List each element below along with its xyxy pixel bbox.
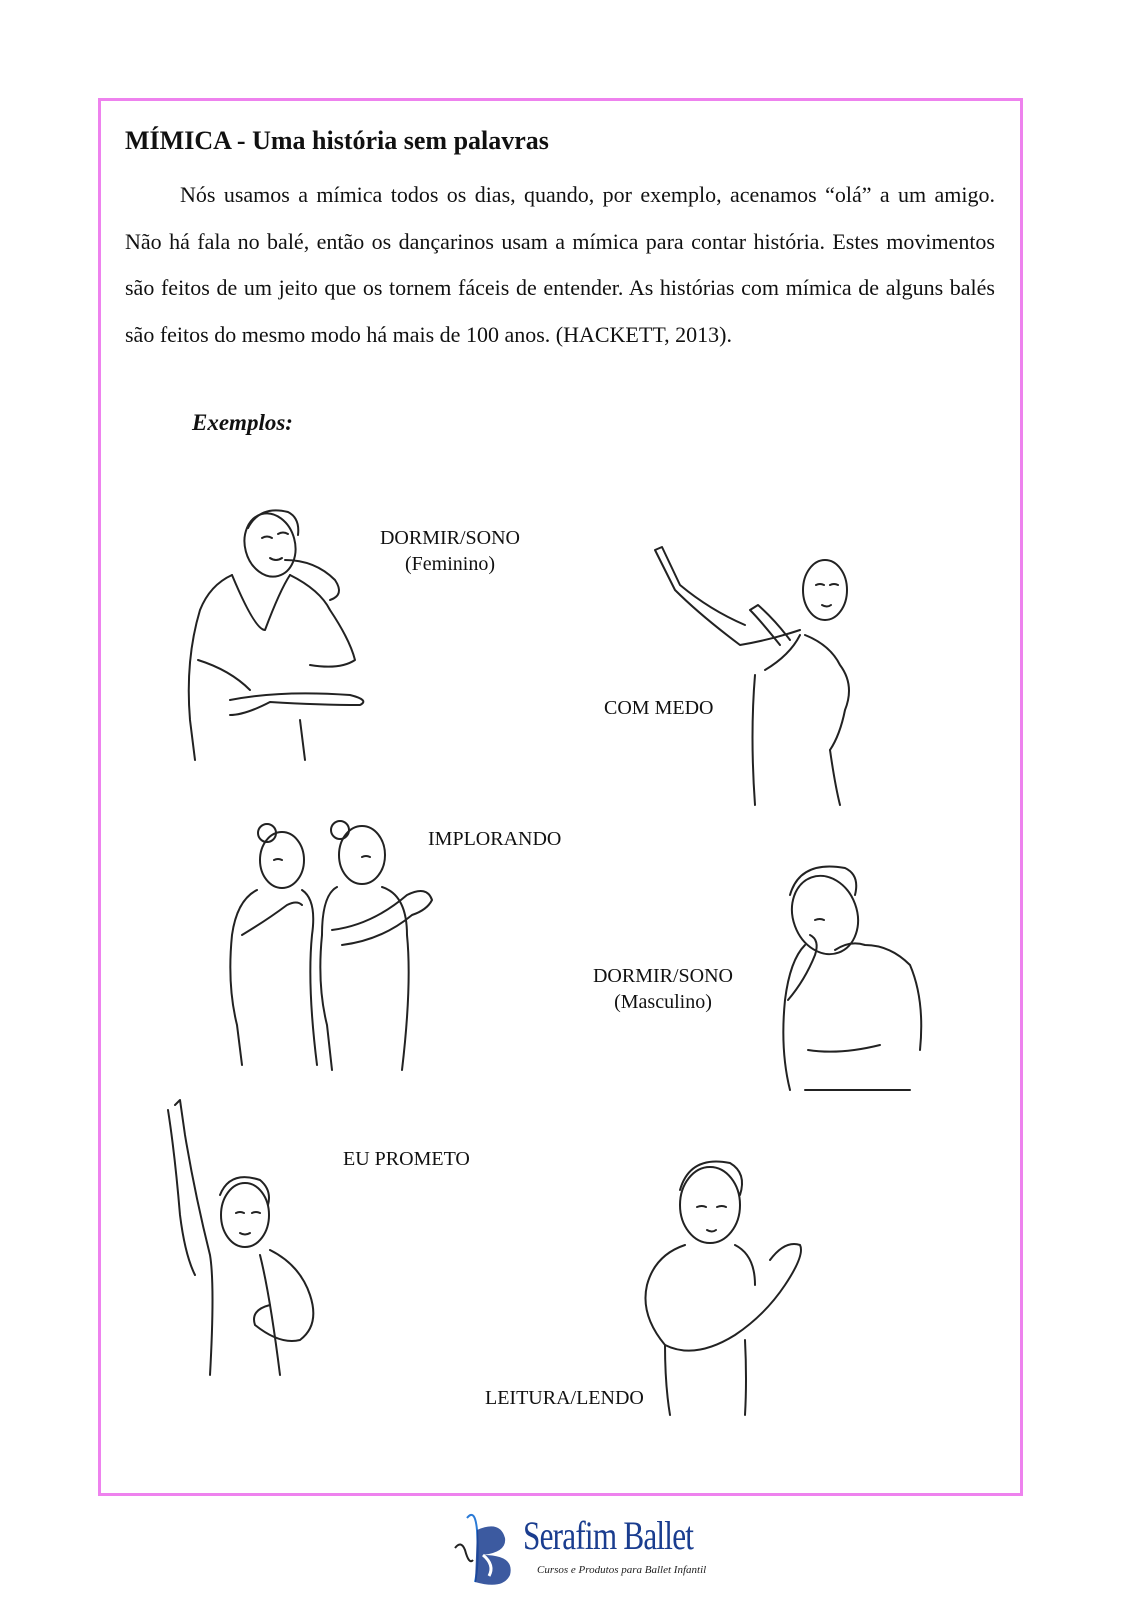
label-sleep-female: [370, 525, 530, 577]
label-sleep-female-line2: (Feminino): [405, 553, 495, 575]
figure-sleep-female: [170, 490, 380, 765]
ballerina-logo-icon: [445, 1510, 525, 1590]
label-begging: IMPLORANDO: [428, 828, 562, 850]
label-reading: LEITURA/LENDO: [485, 1387, 644, 1409]
figure-afraid: [640, 535, 870, 815]
intro-paragraph: Nós usamos a mímica todos os dias, quando, por exemplo, acenamos “olá” a um amigo. Não há fala no balé, então os dançarinos usam a mímica para contar história. Estes movimentos são feitos de um jeito que os tornem fáceis de entender. As histórias com mímica de alguns balés são feitos do mesmo modo há mais de 100 anos. (HACKETT, 2013).: [125, 182, 995, 347]
label-sleep-male-line2: (Masculino): [614, 991, 712, 1013]
logo-name: Serafim Ballet: [523, 1513, 694, 1558]
logo-tagline: Cursos e Produtos para Ballet Infantil: [537, 1564, 707, 1576]
figure-reading: [635, 1145, 825, 1425]
label-afraid: COM MEDO: [604, 697, 714, 719]
figure-promise: [160, 1095, 350, 1385]
label-sleep-male-line1: DORMIR/SONO: [592, 965, 734, 987]
label-sleep-male: [580, 963, 746, 1015]
label-sleep-female-line1: DORMIR/SONO: [379, 527, 521, 549]
figure-sleep-male: [760, 850, 930, 1110]
examples-heading: Exemplos:: [192, 410, 293, 435]
brand-logo: [445, 1510, 705, 1590]
page-title: MÍMICA - Uma história sem palavras: [125, 126, 549, 155]
figure-begging: [222, 815, 452, 1075]
label-promise: EU PROMETO: [343, 1148, 470, 1170]
